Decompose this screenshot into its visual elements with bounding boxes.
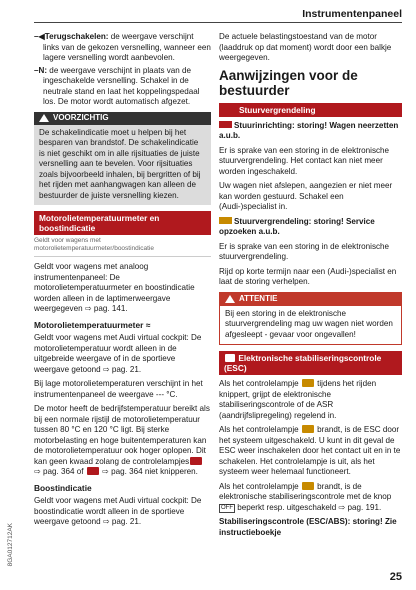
paragraph: Geldt voor wagens met Audi virtual cockpit: De boostindicatie wordt alleen in de sportieve weergave getoond ⇨ pag. 21. (34, 496, 202, 526)
steering-lock-red-icon (219, 121, 232, 128)
subheading-oil-temp: Motorolietemperatuurmeter ≈ (34, 319, 151, 330)
page-number: 25 (389, 570, 402, 583)
section-esc: Elektronische stabiliseringscontrole (ESC) (219, 351, 402, 375)
right-column (219, 32, 402, 542)
paragraph: Uw wagen niet afslepen, aangezien er niet meer kan worden gestuurd. Schakel een (Audi-)specialist in. (219, 181, 393, 211)
section-title: Motorolietemperatuurmeter en boostindicatie (34, 211, 211, 235)
header-divider (34, 22, 402, 23)
caution-note (34, 112, 211, 206)
paragraph: De actuele belastingstoestand van de motor (laaddruk op dat moment) wordt door een balkje weergegeven. (219, 32, 392, 62)
document-code: 8GA012712AK (7, 522, 14, 566)
message-title: Stabiliseringscontrole (ESC/ABS): storing! Zie instructieboekje (219, 517, 397, 537)
oil-temp-icon: ≈ (145, 319, 151, 330)
paragraph: Geldt voor wagens met analoog instrumentenpaneel: De motorolietemperatuurmeter en boostindicatie worden alleen in de laptimerweergave weergegeven ⇨ pag. 141. (34, 262, 195, 313)
steering-lock-icon (224, 106, 237, 113)
running-header: Instrumentenpaneel (302, 8, 402, 20)
oil-warning-lamp-icon (190, 457, 202, 465)
coolant-warning-lamp-icon (87, 467, 99, 475)
paragraph: Als het controlelampje brandt, is de elektronische stabiliseringscontrole met de knop OFF beperkt resp. uitgeschakeld ⇨ pag. 191. (219, 481, 392, 512)
paragraph: Als het controlelampje tijdens het rijden knippert, grijpt de elektronische stabiliseringscontrole of de ASR (aandrijfslipregeling) regelend in. (219, 379, 377, 420)
chapter-heading: Aanwijzingen voor de bestuurder (219, 67, 358, 98)
paragraph: Als het controlelampje brandt, is de ESC door het systeem uitgeschakeld. U kunt in dit geval de ESC weer inschakelen door het contact uit en in te schakelen. Het controlelampje is uit, als het systeem weer helemaal functioneert. (219, 425, 401, 476)
message-title: Stuurvergrendeling: storing! Service opzoeken a.u.b. (219, 216, 375, 236)
steering-lock-yellow-icon (219, 217, 232, 224)
left-column (34, 32, 211, 532)
section-steering-lock: Stuurvergrendeling (219, 103, 402, 117)
paragraph: Geldt voor wagens met Audi virtual cockpit: De motorolietemperatuur wordt alleen in de uitgebreide weergave of in de sportieve weergave getoond ⇨ pag. 21. (34, 333, 202, 374)
caution-header: VOORZICHTIG (34, 112, 211, 125)
esc-off-key-icon: OFF (221, 504, 233, 511)
attention-text: Bij een storing in de elektronische stuurvergrendeling mag uw wagen niet worden afgesleept - gevaar voor ongevallen! (220, 306, 401, 345)
subheading-boost: Boostindicatie (34, 482, 92, 493)
warning-triangle-icon (225, 295, 235, 303)
bullet-downshift: –◀Terugschakelen: de weergave verschijnt links van de gekozen versnelling, wanneer een lagere versnelling wordt aanbevolen. (34, 32, 211, 62)
caution-text: De schakelindicatie moet u helpen bij het besparen van brandstof. De schakelindicatie is niet geschikt om in alle rijsituaties de juiste versnelling aan te bevelen. Voor rijsituaties zoals bijvoorbeeld inhalen, bij bergritten of bij het rijden met aanhangwagen kan alleen de bestuurder de juiste versnelling kiezen. (39, 127, 201, 200)
warning-triangle-icon (39, 114, 49, 122)
section-subtitle: Geldt voor wagens met motorolietemperatuurmeter/boostindicatie (34, 235, 211, 257)
bullet-neutral: –N: de weergave verschijnt in plaats van de ingeschakelde versnelling. Schakel in de neutrale stand en laat het koppelingspedaal los. De motor wordt automatisch afgezet. (34, 65, 200, 106)
esc-lamp-icon (302, 379, 314, 387)
paragraph: De motor heeft de bedrijfstemperatuur bereikt als bij een normale rijstijl de motorolietemperatuur tussen 80 °C en 120 °C ligt. Bij sterke motorbelasting en hoge buitentemperaturen kan de motorolietemperatuur ook hoger oplopen. Dit kan geen kwaad zolang de controlelampjes ⇨ pag. 364 of ⇨ pag. 364 niet knipperen. (34, 404, 210, 476)
paragraph: Er is sprake van een storing in de elektronische stuurvergrendeling. Het contact kan niet meer worden ingeschakeld. (219, 145, 390, 176)
attention-header: ATTENTIE (220, 293, 401, 306)
esc-off-lamp-icon (302, 482, 314, 490)
paragraph: Bij lage motorolietemperaturen verschijnt in het instrumentenpaneel de weergave --- °C. (34, 379, 203, 399)
message-title: Stuurinrichting: storing! Wagen neerzetten a.u.b. (219, 120, 399, 140)
paragraph: Er is sprake van een storing in de elektronische stuurvergrendeling. (219, 241, 390, 261)
esc-icon (225, 354, 235, 362)
paragraph: Rijd op korte termijn naar een (Audi-)specialist en laat de storing verhelpen. (219, 266, 397, 286)
esc-lamp-icon (302, 425, 314, 433)
attention-box (219, 292, 402, 346)
downshift-icon: –◀ (34, 32, 45, 41)
